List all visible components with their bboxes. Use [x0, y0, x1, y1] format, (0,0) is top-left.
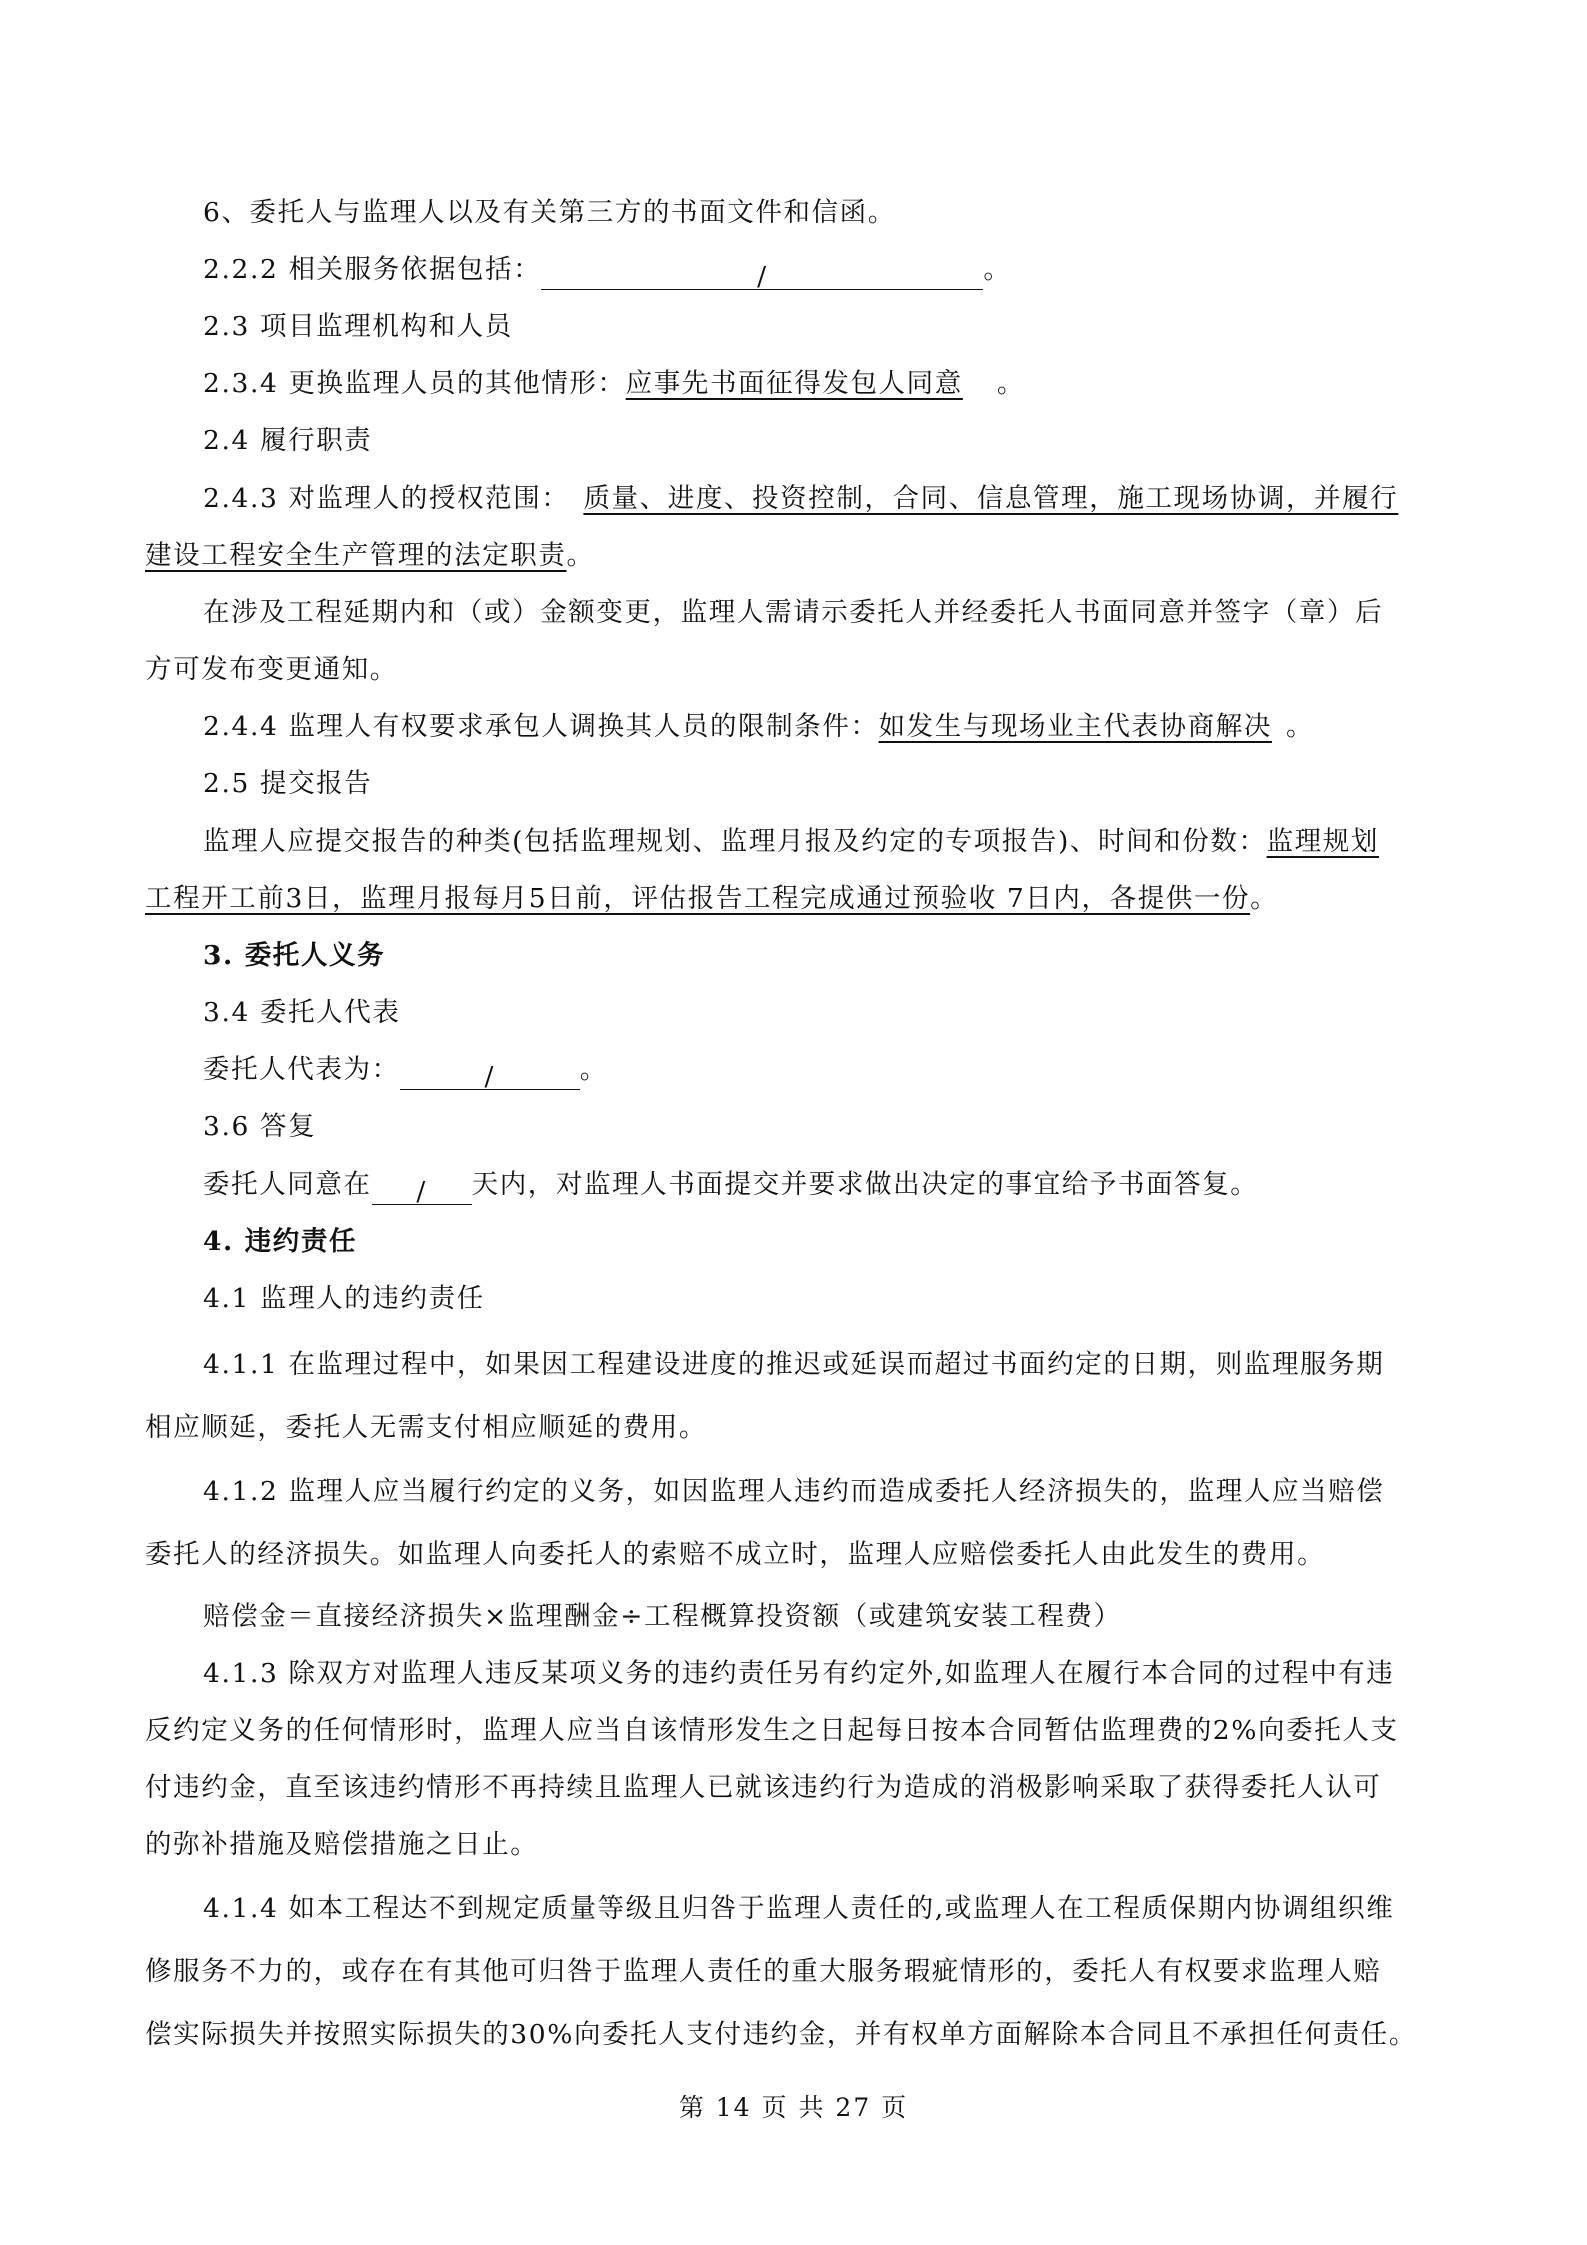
paragraph: 偿实际损失并按照实际损失的30%向委托人支付违约金，并有权单方面解除本合同且不承担任何责任。: [145, 2019, 1417, 2050]
field-label: 2.3.4 更换监理人员的其他情形：: [203, 368, 626, 399]
field-label: 2.4.3 对监理人的授权范围：: [203, 483, 570, 514]
page-number: 第 14 页 共 27 页: [678, 2093, 909, 2122]
paragraph: [203, 364, 1025, 404]
paragraph: [145, 879, 1278, 919]
punctuation: 。: [1285, 711, 1315, 742]
punctuation: 。: [1250, 883, 1279, 914]
paragraph: [203, 707, 1314, 747]
punctuation: 。: [579, 1054, 608, 1085]
paragraph: 相应顺延，委托人无需支付相应顺延的费用。: [145, 1412, 707, 1443]
filled-value: 工程开工前3日，监理月报每月5日前，评估报告工程完成通过预验收 7日内，各提供一份: [145, 883, 1251, 914]
field-label: 委托人代表为：: [203, 1054, 400, 1085]
punctuation: 。: [566, 540, 595, 571]
paragraph: 修服务不力的，或存在有其他可归咎于监理人责任的重大服务瑕疵情形的，委托人有权要求监理人赔: [145, 1956, 1382, 1987]
section-heading: 3.6 答复: [203, 1111, 317, 1142]
filled-value: 应事先书面征得发包人同意: [625, 368, 963, 399]
section-heading: 3. 委托人义务: [203, 940, 386, 971]
paragraph: 委托人的经济损失。如监理人向委托人的索赔不成立时，监理人应赔偿委托人由此发生的费用。: [145, 1539, 1326, 1570]
paragraph: 的弥补措施及赔偿措施之日止。: [145, 1829, 539, 1860]
fill-blank: /: [400, 1057, 580, 1090]
field-label: 2.2.2 相关服务依据包括：: [203, 254, 542, 285]
fill-blank: /: [372, 1172, 472, 1205]
paragraph: 4.1.4 如本工程达不到规定质量等级且归咎于监理人责任的,或监理人在工程质保期内协调组织维: [203, 1893, 1395, 1924]
formula: 赔偿金＝直接经济损失×监理酬金÷工程概算投资额（或建筑安装工程费）: [203, 1601, 1122, 1632]
paragraph: [203, 1050, 608, 1090]
section-heading: 4.1 监理人的违约责任: [203, 1283, 485, 1314]
paragraph: [203, 1165, 1258, 1205]
punctuation: 。: [983, 254, 1012, 285]
paragraph: 反约定义务的任何情形时，监理人应当自该情形发生之日起每日按本合同暂估监理费的2%向委托人支: [145, 1715, 1399, 1746]
paragraph: 付违约金，直至该违约情形不再持续且监理人已就该违约行为造成的消极影响采取了获得委托人认可: [145, 1772, 1382, 1803]
filled-value: 质量、进度、投资控制，合同、信息管理，施工现场协调，并履行: [583, 483, 1399, 514]
paragraph: [203, 822, 1379, 862]
paragraph: [203, 250, 1011, 290]
section-heading: 3.4 委托人代表: [203, 997, 401, 1028]
field-label: 2.4.4 监理人有权要求承包人调换其人员的限制条件：: [203, 711, 879, 742]
paragraph: [145, 536, 595, 576]
paragraph: [203, 479, 1398, 519]
paragraph: 在涉及工程延期内和（或）金额变更，监理人需请示委托人并经委托人书面同意并签字（章）后: [203, 597, 1384, 628]
fill-blank: /: [541, 257, 983, 290]
section-heading: 2.5 提交报告: [203, 768, 373, 799]
filled-value: 如发生与现场业主代表协商解决: [878, 711, 1272, 742]
filled-value: 建设工程安全生产管理的法定职责: [145, 540, 567, 571]
paragraph: 4.1.2 监理人应当履行约定的义务，如因监理人违约而造成委托人经济损失的，监理人应当赔偿: [203, 1476, 1385, 1507]
section-heading: 4. 违约责任: [203, 1226, 358, 1257]
filled-value: 监理规划: [1266, 826, 1379, 857]
paragraph: 6、委托人与监理人以及有关第三方的书面文件和信函。: [203, 197, 896, 228]
section-heading: 2.4 履行职责: [203, 425, 373, 456]
punctuation: 。: [996, 368, 1025, 399]
paragraph: 4.1.3 除双方对监理人违反某项义务的违约责任另有约定外,如监理人在履行本合同的过程中有违: [203, 1658, 1395, 1689]
field-label: 监理人应提交报告的种类(包括监理规划、监理月报及约定的专项报告)、时间和份数：: [203, 826, 1267, 857]
text: 天内，对监理人书面提交并要求做出决定的事宜给予书面答复。: [471, 1169, 1259, 1200]
text: 委托人同意在: [203, 1169, 372, 1200]
paragraph: 方可发布变更通知。: [145, 654, 398, 685]
section-heading: 2.3 项目监理机构和人员: [203, 311, 513, 342]
paragraph: 4.1.1 在监理过程中，如果因工程建设进度的推迟或延误而超过书面约定的日期，则监理服务期: [203, 1349, 1385, 1380]
